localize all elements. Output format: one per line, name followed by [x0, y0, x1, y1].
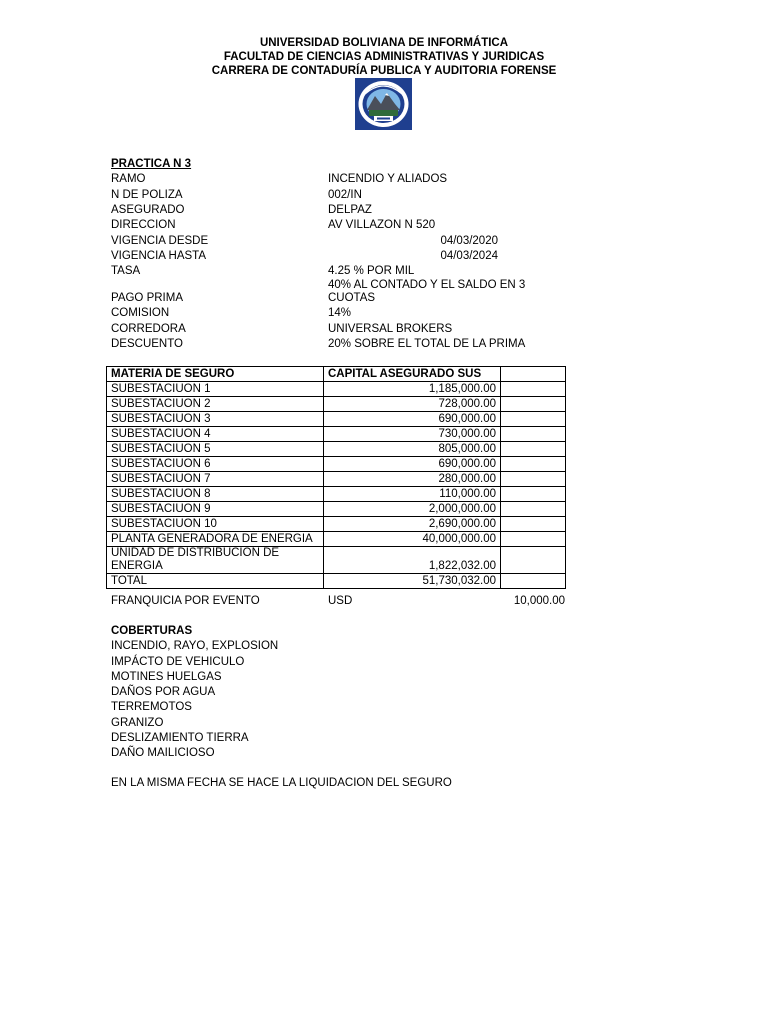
- table-row: [107, 457, 566, 472]
- table-row-unidad: [107, 547, 566, 574]
- info-label: N DE POLIZA: [111, 189, 183, 201]
- table-cell-capital: 690,000.00: [324, 457, 501, 472]
- table-row: [107, 412, 566, 427]
- table-cell-capital: 805,000.00: [324, 442, 501, 457]
- info-value: CUOTAS: [328, 292, 376, 304]
- info-label: DIRECCION: [111, 219, 176, 231]
- column-header-materia: MATERIA DE SEGURO: [107, 367, 324, 382]
- table-cell-materia: SUBESTACIUON 2: [107, 397, 324, 412]
- table-cell-materia: SUBESTACIUON 6: [107, 457, 324, 472]
- info-value: DELPAZ: [328, 204, 372, 216]
- cobertura-item: IMPÁCTO DE VEHICULO: [111, 655, 245, 668]
- table-cell-materia: SUBESTACIUON 1: [107, 382, 324, 397]
- table-cell-empty: [501, 382, 566, 397]
- table-cell-capital: 2,690,000.00: [324, 517, 501, 532]
- practice-title: PRACTICA N 3: [111, 158, 192, 170]
- coberturas-title: COBERTURAS: [111, 625, 193, 637]
- table-cell-materia: SUBESTACIUON 10: [107, 517, 324, 532]
- insured-assets-table: [106, 366, 566, 589]
- table-cell-capital: 728,000.00: [324, 397, 501, 412]
- table-row-total: [107, 574, 566, 589]
- column-header-empty: [501, 367, 566, 382]
- info-label: VIGENCIA HASTA: [111, 250, 207, 262]
- info-value: 04/03/2024: [440, 250, 498, 262]
- liquidation-note: EN LA MISMA FECHA SE HACE LA LIQUIDACION DEL SEGURO: [111, 777, 452, 789]
- total-value: 51,730,032.00: [324, 574, 501, 589]
- table-cell-empty: [501, 487, 566, 502]
- table-cell-capital: 690,000.00: [324, 412, 501, 427]
- info-value: 04/03/2020: [440, 235, 498, 247]
- franquicia-currency: USD: [328, 595, 353, 607]
- table-cell-materia: SUBESTACIUON 4: [107, 427, 324, 442]
- table-cell-materia: SUBESTACIUON 3: [107, 412, 324, 427]
- table-cell-capital: 280,000.00: [324, 472, 501, 487]
- cobertura-item: GRANIZO: [111, 716, 164, 729]
- info-label: PAGO PRIMA: [111, 292, 183, 304]
- cobertura-item: INCENDIO, RAYO, EXPLOSION: [111, 640, 279, 653]
- franquicia-label: FRANQUICIA POR EVENTO: [111, 595, 260, 607]
- table-row: [107, 502, 566, 517]
- info-label: DESCUENTO: [111, 338, 183, 350]
- info-value: INCENDIO Y ALIADOS: [328, 173, 448, 185]
- info-label: ASEGURADO: [111, 204, 185, 216]
- table-cell-capital: 730,000.00: [324, 427, 501, 442]
- table-cell-materia: SUBESTACIUON 9: [107, 502, 324, 517]
- table-row: [107, 517, 566, 532]
- cobertura-item: MOTINES HUELGAS: [111, 670, 222, 683]
- table-cell-materia: SUBESTACIUON 7: [107, 472, 324, 487]
- info-value: 20% SOBRE EL TOTAL DE LA PRIMA: [328, 338, 526, 350]
- document-header: [0, 36, 768, 78]
- info-label: CORREDORA: [111, 323, 186, 335]
- table-cell-empty: [501, 427, 566, 442]
- table-row: [107, 382, 566, 397]
- table-cell-capital: 40,000,000.00: [324, 532, 501, 547]
- info-value: UNIVERSAL BROKERS: [328, 323, 453, 335]
- table-row: [107, 532, 566, 547]
- table-cell-materia: SUBESTACIUON 5: [107, 442, 324, 457]
- column-header-capital: CAPITAL ASEGURADO SUS: [324, 367, 501, 382]
- table-row: [107, 487, 566, 502]
- university-logo: [355, 78, 412, 130]
- cobertura-item: DESLIZAMIENTO TIERRA: [111, 732, 249, 745]
- table-row: [107, 427, 566, 442]
- info-value: 002/IN: [328, 189, 362, 201]
- table-cell-empty: [501, 574, 566, 589]
- unidad-line2: ENERGIA: [111, 560, 163, 572]
- info-value: 14%: [328, 307, 352, 319]
- table-cell-empty: [501, 502, 566, 517]
- table-cell-empty: [501, 472, 566, 487]
- info-label: TASA: [111, 265, 141, 277]
- franquicia-value: 10,000.00: [513, 595, 565, 607]
- table-cell-capital: 2,000,000.00: [324, 502, 501, 517]
- table-cell-empty: [501, 412, 566, 427]
- table-cell-empty: [501, 457, 566, 472]
- table-cell-empty: [501, 532, 566, 547]
- table-cell-capital: 1,185,000.00: [324, 382, 501, 397]
- info-value: 4.25 % POR MIL: [328, 265, 415, 277]
- table-row: [107, 397, 566, 412]
- cobertura-item: TERREMOTOS: [111, 701, 192, 714]
- table-cell-capital: 1,822,032.00: [324, 547, 501, 574]
- cobertura-item: DAÑO MAILICIOSO: [111, 747, 215, 760]
- table-cell-materia: SUBESTACIUON 8: [107, 487, 324, 502]
- table-cell-materia: [107, 547, 324, 574]
- table-cell-materia: PLANTA GENERADORA DE ENERGIA: [107, 532, 324, 547]
- table-row: [107, 472, 566, 487]
- info-label: COMISION: [111, 307, 170, 319]
- table-header-row: [107, 367, 566, 382]
- unidad-line1: UNIDAD DE DISTRIBUCION DE: [111, 547, 280, 559]
- career-name: CARRERA DE CONTADURÍA PUBLICA Y AUDITORIA FORENSE: [211, 65, 557, 77]
- table-cell-capital: 110,000.00: [324, 487, 501, 502]
- university-name: UNIVERSIDAD BOLIVIANA DE INFORMÁTICA: [259, 37, 509, 49]
- total-label: TOTAL: [107, 574, 324, 589]
- table-row: [107, 442, 566, 457]
- table-cell-empty: [501, 442, 566, 457]
- info-label: VIGENCIA DESDE: [111, 235, 209, 247]
- table-cell-empty: [501, 397, 566, 412]
- table-cell-empty: [501, 517, 566, 532]
- info-value: 40% AL CONTADO Y EL SALDO EN 3: [328, 279, 526, 291]
- table-cell-empty: [501, 547, 566, 574]
- coberturas-section: [111, 624, 278, 762]
- info-value: AV VILLAZON N 520: [328, 219, 436, 231]
- cobertura-item: DAÑOS POR AGUA: [111, 686, 216, 699]
- info-label: RAMO: [111, 173, 146, 185]
- faculty-name: FACULTAD DE CIENCIAS ADMINISTRATIVAS Y JURIDICAS: [223, 51, 545, 63]
